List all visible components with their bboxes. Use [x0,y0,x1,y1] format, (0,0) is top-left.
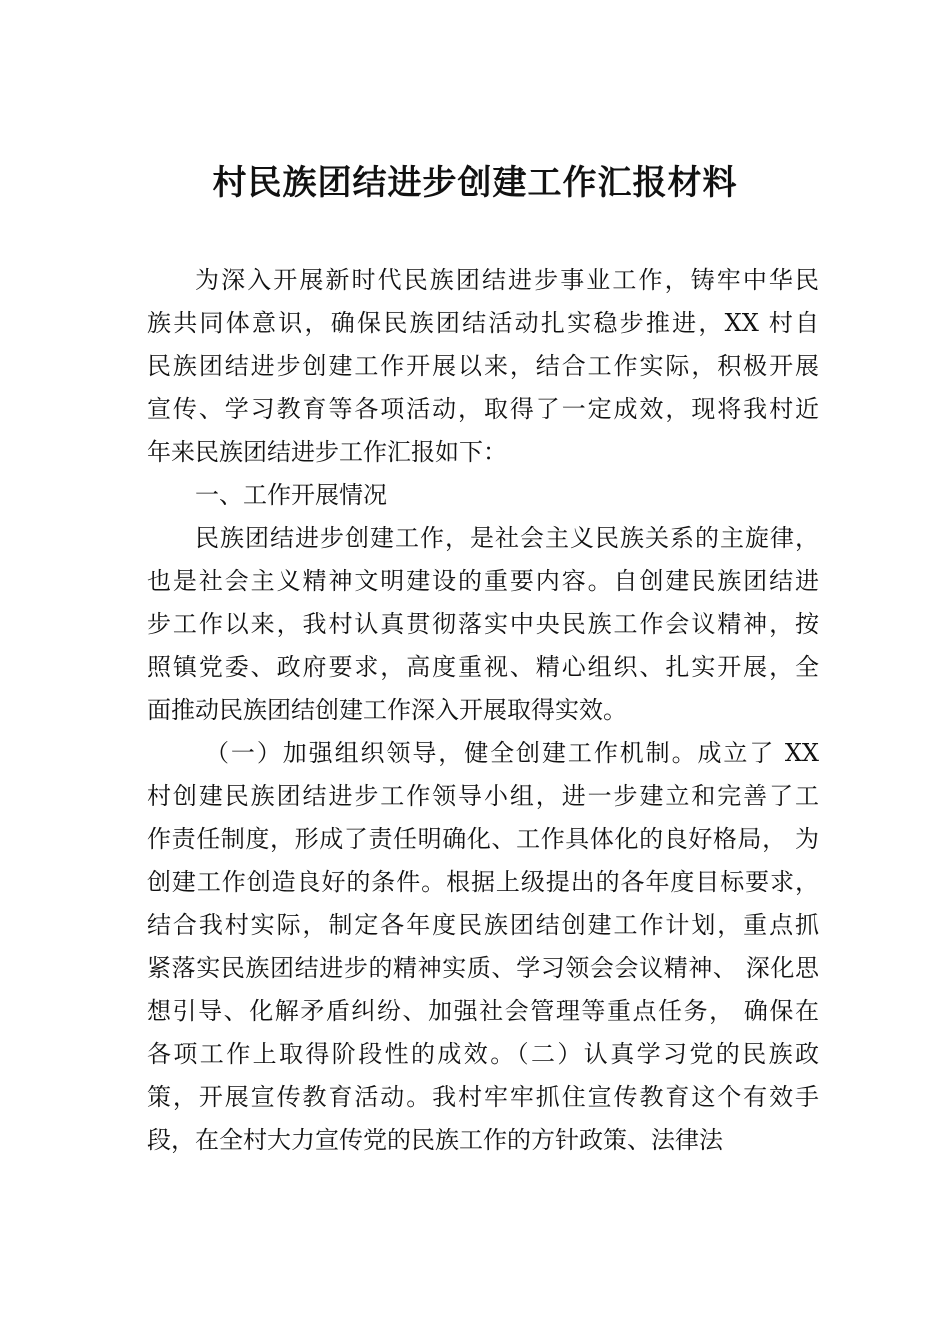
document-body [147,259,819,1162]
document-title: 村民族团结进步创建工作汇报材料 [212,163,738,203]
body-line: 村创建民族团结进步工作领导小组，进一步建立和完善了工 [147,782,819,810]
body-line: 面推动民族团结创建工作深入开展取得实效。 [147,696,627,724]
body-line: 民族团结进步创建工作开展以来，结合工作实际，积极开展 [147,352,819,380]
body-line: 照镇党委、政府要求，高度重视、精心组织、扎实开展，全 [147,653,819,681]
body-line: 段，在全村大力宣传党的民族工作的方针政策、法律法 [147,1126,723,1154]
body-line: 结合我村实际，制定各年度民族团结创建工作计划，重点抓 [147,911,819,939]
body-line: 作责任制度，形成了责任明确化、工作具体化的良好格局， 为 [147,825,819,853]
body-line: 族共同体意识，确保民族团结活动扎实稳步推进，XX 村自 [147,309,819,337]
body-line: 步工作以来，我村认真贯彻落实中央民族工作会议精神，按 [147,610,819,638]
body-line: 年来民族团结进步工作汇报如下： [147,438,507,466]
body-line: 创建工作创造良好的条件。根据上级提出的各年度目标要求， [147,868,819,896]
body-line: 民族团结进步创建工作，是社会主义民族关系的主旋律， [195,524,819,552]
body-line: 各项工作上取得阶段性的成效。（二）认真学习党的民族政 [147,1040,819,1068]
body-line: 紧落实民族团结进步的精神实质、学习领会会议精神、 深化思 [147,954,819,982]
body-line: 也是社会主义精神文明建设的重要内容。自创建民族团结进 [147,567,819,595]
body-line: 宣传、学习教育等各项活动，取得了一定成效，现将我村近 [147,395,819,423]
body-line: 策，开展宣传教育活动。我村牢牢抓住宣传教育这个有效手 [147,1083,819,1111]
body-line: 想引导、化解矛盾纠纷、加强社会管理等重点任务， 确保在 [147,997,819,1025]
body-line: （一）加强组织领导，健全创建工作机制。成立了 XX [205,739,819,767]
body-line: 为深入开展新时代民族团结进步事业工作，铸牢中华民 [195,266,819,294]
section-heading: 一、工作开展情况 [195,481,387,509]
